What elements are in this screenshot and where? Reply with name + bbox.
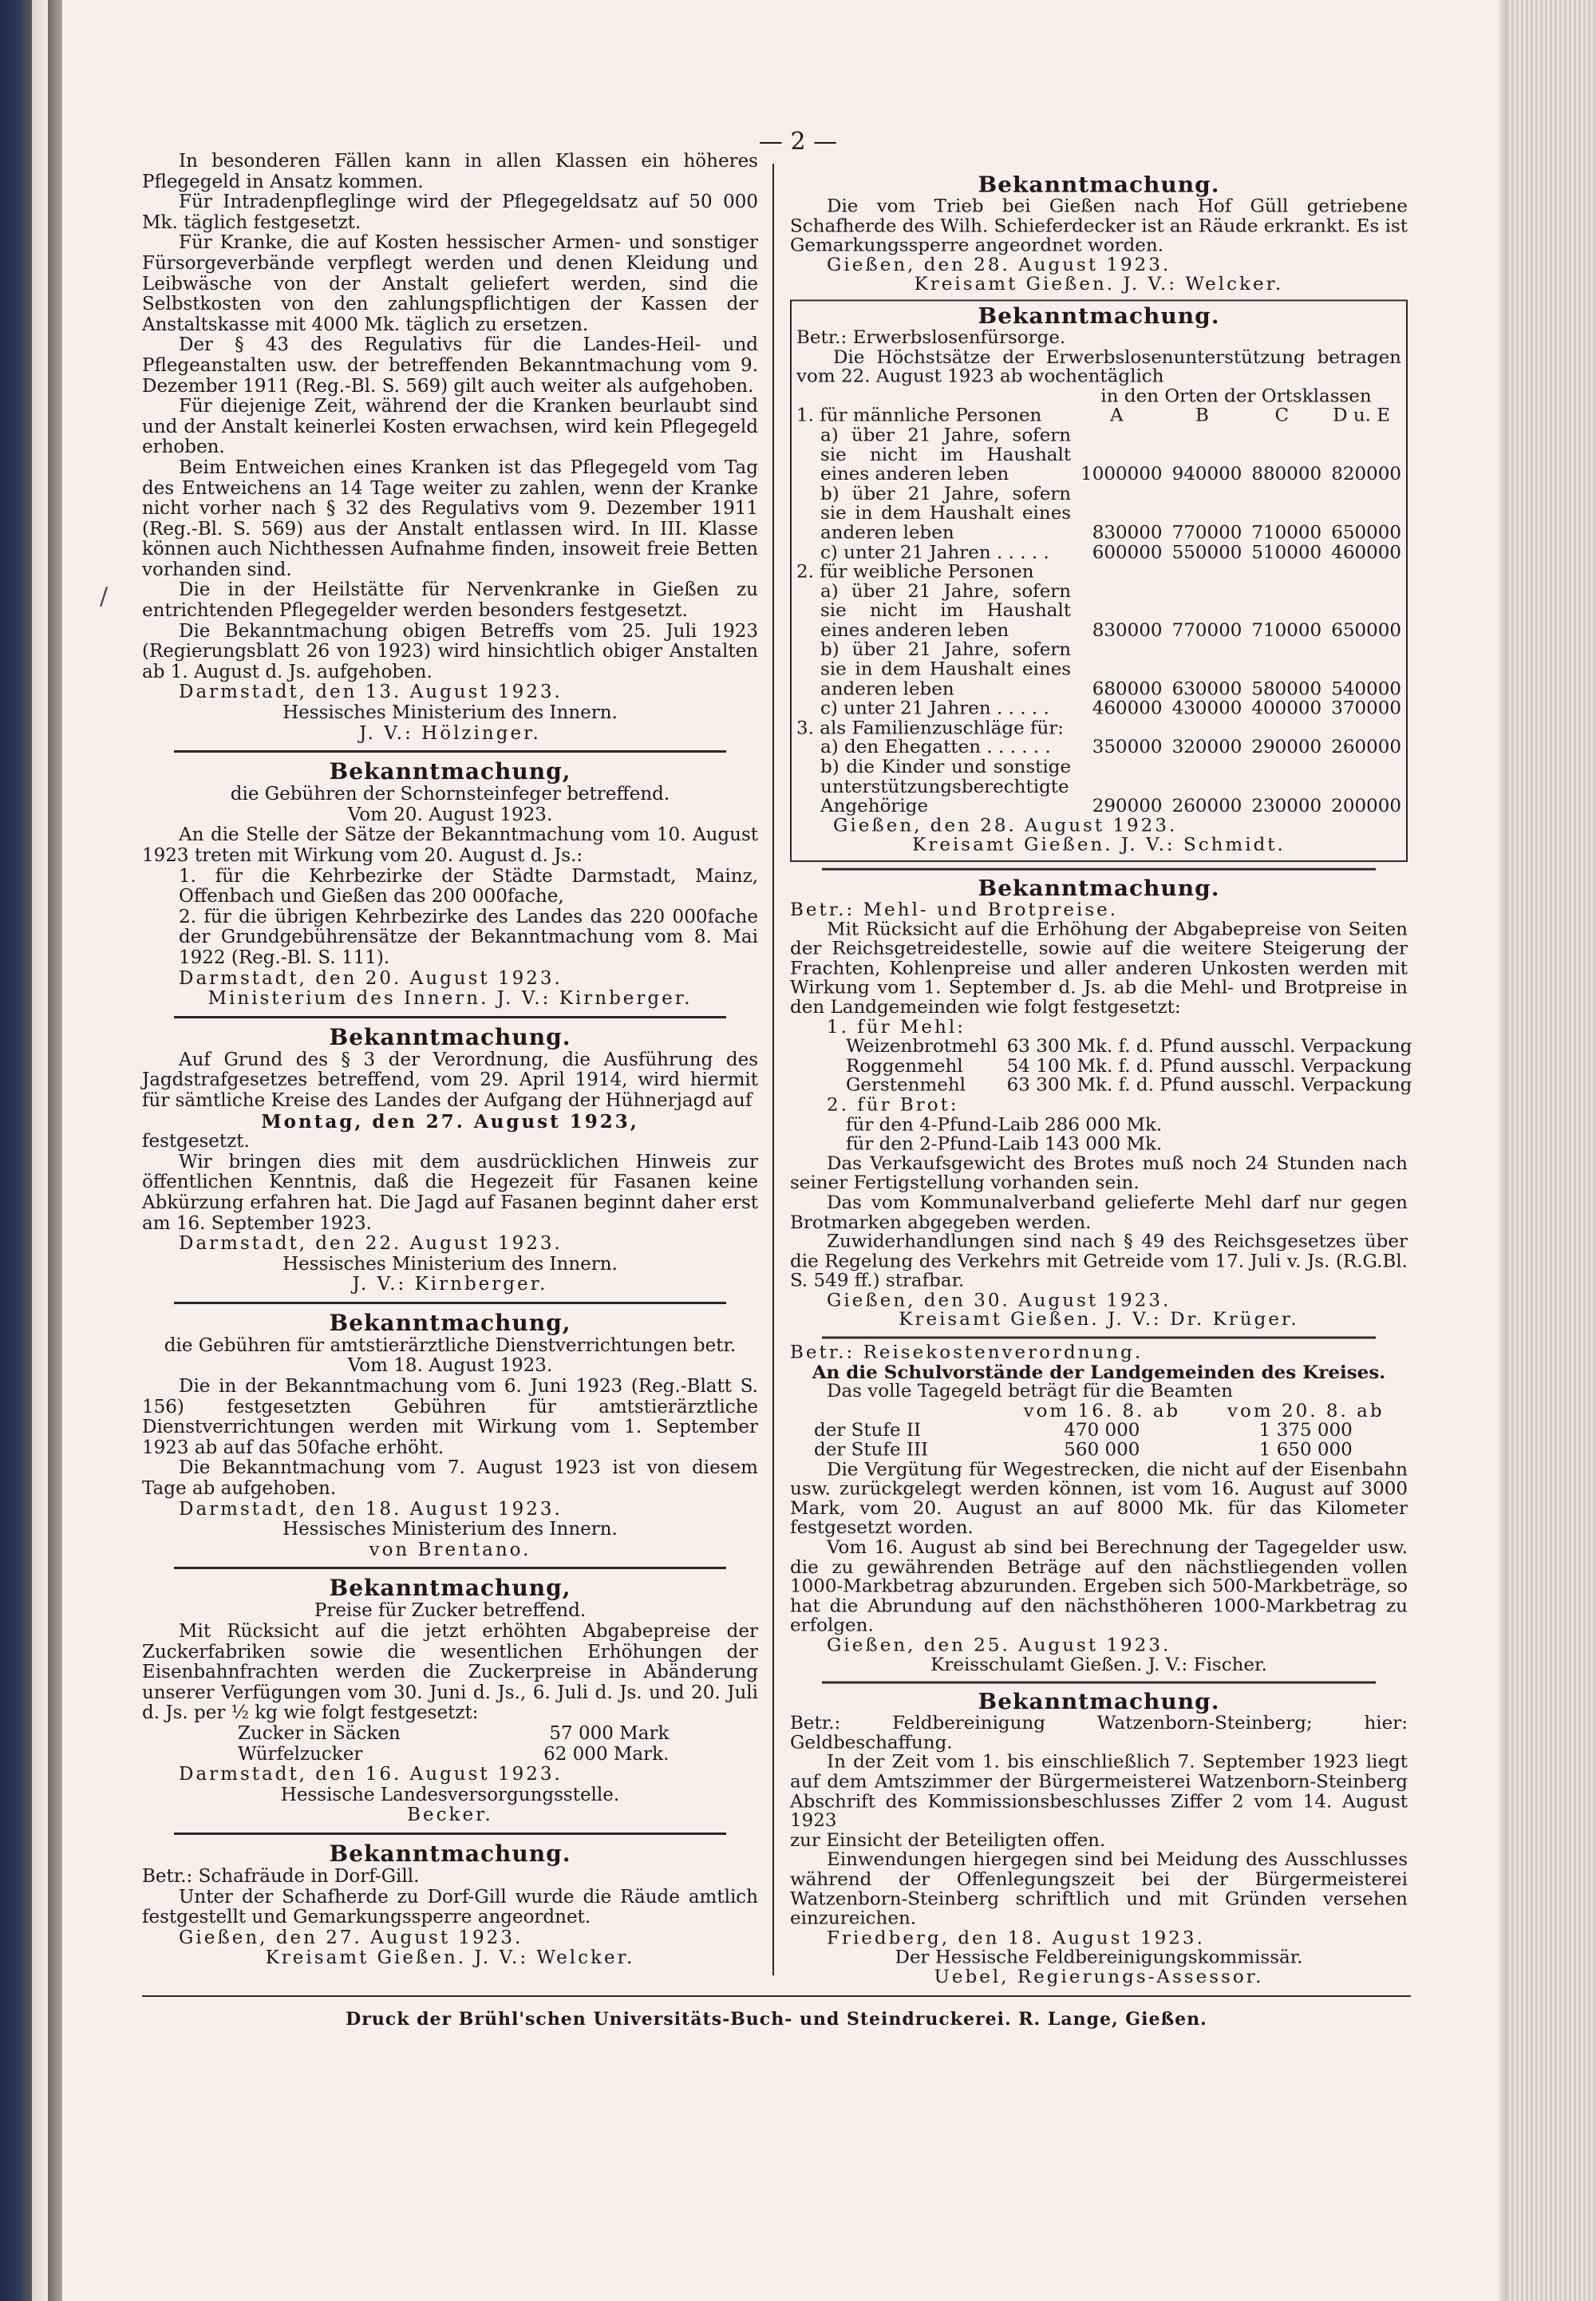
table-row (796, 641, 1401, 699)
section-rule (822, 1337, 1376, 1339)
notice-betr: Betr.: Schafräude in Dorf-Gill. (142, 1865, 420, 1887)
notice-subject: die Gebühren der Schornsteinfeger betreffend. (230, 784, 670, 805)
signature: Kreisamt Gießen. J. V.: Welcker. (265, 1947, 635, 1969)
cell-value: 290000 (1251, 737, 1322, 758)
sugar-price-table (238, 1724, 669, 1765)
unemployment-rates-table (796, 387, 1401, 816)
price-value: 63 300 Mk. f. d. Pfund ausschl. Verpackung (1006, 1075, 1412, 1096)
section-rule (174, 1302, 726, 1304)
cell-value: 320000 (1171, 737, 1242, 758)
table-row (796, 583, 1401, 641)
authority: Der Hessische Feldbereinigungskommissär. (895, 1947, 1303, 1968)
notice-heading: An die Schulvorstände der Landgemeinden des Kreises. (812, 1362, 1386, 1383)
table-header-row (790, 1402, 1408, 1421)
table-row (796, 484, 1401, 543)
row-label: a) über 21 Jahre, sofern sie nicht im Haushalt eines anderen leben (820, 425, 1072, 484)
right-column (790, 152, 1412, 1987)
notice-subject: die Gebühren für amtstierärztliche Dienstverrichtungen betr. (164, 1334, 737, 1356)
previous-page-sliver (32, 0, 48, 2301)
list-item: für den 2-Pfund-Laib 143 000 Mk. (846, 1134, 1163, 1155)
signature: Kreisamt Gießen. J. V.: Dr. Krüger. (899, 1310, 1299, 1330)
notice-betr: Betr.: Feldbereinigung Watzenborn-Steinberg; hier: Geldbeschaffung. (790, 1713, 1408, 1753)
notice-highlight: Montag, den 27. August 1923, (261, 1110, 639, 1133)
signature: Kreisamt Gießen. J. V.: Welcker. (914, 275, 1284, 295)
notice-body: Die in der Bekanntmachung vom 6. Juni 1923 (Reg.-Blatt S. 156) festgesetzten Gebühren für amtstierärztliche Dienstverrichtungen werden mit Wirkung vom 1. September 1923 ab auf das 50fache erhöht. (142, 1376, 758, 1458)
authority: Hessisches Ministerium des Innern. (282, 1519, 618, 1540)
cell-value: 460000 (1092, 698, 1163, 719)
cell-value: 200000 (1331, 796, 1401, 816)
authority: Hessisches Ministerium des Innern. (282, 702, 618, 724)
left-column (142, 152, 758, 1969)
price-item: Zucker in Säcken (238, 1722, 401, 1744)
notice-betr: Betr.: Mehl- und Brotpreise. (790, 899, 1119, 920)
section-rule (174, 1832, 726, 1835)
table-row (846, 1038, 1412, 1057)
cell-value: 400000 (1251, 698, 1322, 719)
table-header-row (796, 387, 1401, 406)
column-header: vom 16. 8. ab (1023, 1401, 1181, 1421)
signature: J. V.: Kirnberger. (352, 1274, 548, 1295)
cell-value: 460000 (1331, 542, 1401, 563)
place-date: Gießen, den 28. August 1923. (827, 255, 1171, 275)
unemployment-notice-box (790, 299, 1408, 862)
table-row (796, 758, 1401, 816)
authority: Hessisches Ministerium des Innern. (282, 1253, 618, 1275)
flour-price-table (846, 1038, 1412, 1096)
column-header: B (1195, 405, 1209, 426)
table-row (796, 739, 1401, 758)
place-date: Darmstadt, den 20. August 1923. (179, 967, 563, 989)
notice-heading: Bekanntmachung. (978, 876, 1220, 901)
column-group-header: in den Orten der Ortsklassen (1100, 386, 1372, 407)
cell-value: 650000 (1331, 620, 1401, 641)
price-value: 62 000 Mark. (543, 1743, 670, 1765)
table-header-row (796, 407, 1401, 426)
notice-body: Die Bekanntmachung vom 7. August 1923 ist von diesem Tage ab aufgehoben. (142, 1457, 758, 1500)
row-label: c) unter 21 Jahren . . . . . (820, 542, 1049, 563)
notice-body: Vom 16. August ab sind bei Berechnung der Tagegelder usw. die zu gewährenden Beträge auf den nächstliegenden vollen 1000-Markbetrag abzurunden. Ergeben sich 500-Markbeträge, so hat die Abrundung auf den nächsthöheren 1000-Markbetrag zu erfolgen. (790, 1537, 1408, 1636)
table-row (238, 1724, 669, 1745)
notice-heading: Bekanntmachung. (329, 1840, 571, 1867)
signature: Kreisamt Gießen. J. V.: Schmidt. (912, 835, 1286, 856)
price-item: Roggenmehl (846, 1056, 963, 1077)
daily-allowance-table (790, 1402, 1408, 1461)
notice-body: Das Verkaufsgewicht des Brotes muß noch 24 Stunden nach seiner Fertigstellung vorhanden sein. (790, 1153, 1408, 1194)
cell-value: 820000 (1331, 465, 1401, 484)
table-row (238, 1745, 669, 1765)
cell-value: 550000 (1171, 542, 1242, 563)
intro-paragraph: Die in der Heilstätte für Nervenkranke in Gießen zu entrichtenden Pflegegelder werden besonders festgesetzt. (142, 579, 758, 622)
cell-value: 600000 (1092, 542, 1163, 563)
notice-subject: Preise für Zucker betreffend. (314, 1600, 587, 1622)
list-item: 2. für die übrigen Kehrbezirke des Landes das 220 000fache der Grundgebührensätze der Bekanntmachung vom 8. Mai 1922 (Reg.-Bl. S. 111). (179, 906, 758, 968)
section-label: 3. als Familienzuschläge für: (796, 718, 1065, 738)
row-label: a) den Ehegatten . . . . . . (820, 737, 1051, 758)
intro-paragraph: Beim Entweichen eines Kranken ist das Pflegegeld vom Tag des Entweichens an 14 Tage weiter zu zahlen, wenn der Kranke nicht vorher nach § 32 des Regulativs vom 9. Dezember 1911 (Reg.-Bl. S. 569) aus der Anstalt entlassen wird. In III. Klasse können auch Nichthessen Aufnahme finden, insoweit freie Betten vorhanden sind. (142, 457, 758, 580)
notice-body: Mit Rücksicht auf die jetzt erhöhten Abgabepreise der Zuckerfabriken sowie die wesentlichen Erhöhungen der Eisenbahnfrachten werden die Zuckerpreise in Abänderung unserer Verfügungen vom 30. Juni d. Js., 6. Juli d. Js. und 20. Juli d. Js. per ½ kg wie folgt festgesetzt: (142, 1621, 758, 1724)
cell-value: 510000 (1251, 542, 1322, 563)
table-row (796, 563, 1401, 582)
place-date: Gießen, den 28. August 1923. (833, 816, 1178, 836)
signature: von Brentano. (369, 1539, 531, 1560)
list-item: 1. für die Kehrbezirke der Städte Darmstadt, Mainz, Offenbach und Gießen das 200 000fache, (179, 865, 758, 907)
footer-rule (142, 1995, 1411, 1997)
notice-heading: Bekanntmachung, (329, 758, 571, 785)
place-date: Gießen, den 30. August 1923. (827, 1291, 1171, 1311)
authority: Hessische Landesversorgungsstelle. (280, 1784, 620, 1805)
table-row (846, 1077, 1412, 1096)
sub-heading: 1. für Mehl: (827, 1017, 966, 1038)
notice-heading: Bekanntmachung. (329, 1023, 571, 1050)
column-divider (772, 164, 774, 1975)
cell-value: 1000000 (1080, 465, 1163, 484)
signature: Uebel, Regierungs-Assessor. (934, 1967, 1264, 1987)
table-row (796, 719, 1401, 738)
section-rule (174, 750, 726, 753)
signature: Kreisschulamt Gießen. J. V.: Fischer. (930, 1655, 1267, 1675)
notice-body: Auf Grund des § 3 der Verordnung, die Ausführung des Jagdstrafgesetzes betreffend, vom 29. April 1914, wird hiermit für sämtliche Kreise des Landes der Aufgang der Hühnerjagd auf (142, 1049, 758, 1111)
intro-paragraph: Der § 43 des Regulativs für die Landes-Heil- und Pflegeanstalten usw. der betreffenden Bekanntmachung vom 9. Dezember 1911 (Reg.-Bl. S. 569) gilt auch weiter als aufgehoben. (142, 334, 758, 397)
price-item: Würfelzucker (238, 1743, 363, 1765)
cell-value: 830000 (1092, 620, 1163, 641)
notice-body: festgesetzt. (142, 1131, 250, 1152)
table-row (846, 1057, 1412, 1076)
notice-body: Einwendungen hiergegen sind bei Meidung des Ausschlusses während der Offenlegungszeit bei der Bürgermeisterei Watzenborn-Steinberg schriftlich und mit Gründen versehen einzureichen. (790, 1850, 1408, 1929)
cell-value: 470 000 (1064, 1421, 1140, 1441)
margin-mark: / (100, 583, 109, 611)
notice-heading: Bekanntmachung, (329, 1309, 571, 1336)
intro-paragraph: Für Intradenpfleglinge wird der Pflegegeldsatz auf 50 000 Mk. täglich festgesetzt. (142, 192, 758, 233)
notice-betr: Betr.: Reisekostenverordnung. (790, 1342, 1144, 1363)
notice-heading: Bekanntmachung, (329, 1575, 571, 1602)
notice-body: zur Einsicht der Beteiligten offen. (790, 1830, 1106, 1851)
cell-value: 1 650 000 (1258, 1440, 1353, 1461)
cell-value: 630000 (1171, 679, 1242, 700)
price-item: Weizenbrotmehl (846, 1036, 998, 1057)
notice-date: Vom 18. August 1923. (347, 1355, 553, 1377)
notice-body: Die Vergütung für Wegestrecken, die nicht auf der Eisenbahn usw. zurückgelegt werden können, ist vom 16. August auf 3000 Mark, vom 20. August an auf 8000 Mk. für das Kilometer festgesetzt worden. (790, 1460, 1408, 1539)
printer-imprint: Druck der Brühl'schen Universitäts-Buch- und Steindruckerei. R. Lange, Gießen. (346, 2009, 1207, 2030)
table-row (796, 544, 1401, 563)
page-number: — 2 — (758, 128, 838, 156)
price-value: 57 000 Mark (549, 1722, 670, 1744)
row-label: b) über 21 Jahre, sofern sie in dem Haushalt eines anderen leben (820, 640, 1072, 700)
place-date: Darmstadt, den 16. August 1923. (179, 1764, 563, 1785)
cell-value: 1 375 000 (1258, 1421, 1353, 1441)
notice-body: Die vom Trieb bei Gießen nach Hof Güll getriebene Schafherde des Wilh. Schieferdecker ist an Räude erkrankt. Es ist Gemarkungssperre angeordnet worden. (790, 196, 1408, 256)
price-value: 63 300 Mk. f. d. Pfund ausschl. Verpackung (1006, 1036, 1412, 1057)
book-spine (48, 0, 62, 2301)
table-row (796, 700, 1401, 719)
place-date: Friedberg, den 18. August 1923. (827, 1927, 1205, 1948)
notice-body: Das volle Tagegeld beträgt für die Beamten (827, 1382, 1233, 1402)
place-date: Darmstadt, den 22. August 1923. (179, 1233, 563, 1255)
cell-value: 290000 (1092, 796, 1163, 816)
sub-heading: 2. für Brot: (827, 1095, 959, 1116)
cell-value: 370000 (1331, 698, 1401, 719)
signature: Becker. (407, 1805, 493, 1826)
row-label: b) über 21 Jahre, sofern sie in dem Haushalt eines anderen leben (820, 484, 1072, 544)
column-header: A (1110, 405, 1124, 426)
place-date: Darmstadt, den 18. August 1923. (179, 1498, 563, 1520)
book-cover-edge (0, 0, 32, 2301)
row-label: a) über 21 Jahre, sofern sie nicht im Haushalt eines anderen leben (820, 581, 1072, 641)
notice-heading: Bekanntmachung. (978, 303, 1220, 329)
cell-value: 650000 (1331, 523, 1401, 544)
notice-heading: Bekanntmachung. (978, 172, 1220, 198)
cell-value: 880000 (1251, 465, 1322, 484)
cell-value: 770000 (1171, 523, 1242, 544)
notice-body: In der Zeit vom 1. bis einschließlich 7. September 1923 liegt auf dem Amtszimmer der Bürgermeisterei Watzenborn-Steinberg Abschrift des Kommissionsbeschlusses Ziffer 2 vom 14. August 1923 (790, 1752, 1408, 1832)
row-label: c) unter 21 Jahren . . . . . (820, 698, 1049, 719)
notice-body: Mit Rücksicht auf die Erhöhung der Abgabepreise von Seiten der Reichsgetreidestelle, sowie auf die weitere Steigerung der Frachten, Kohlenpreise und aller anderen Unkosten werden mit Wirkung vom 1. September d. Js. ab die Mehl- und Brotpreise in den Landgemeinden wie folgt festgesetzt: (790, 919, 1408, 1018)
notice-date: Vom 20. August 1923. (347, 804, 553, 825)
page-stack-edge (1507, 0, 1596, 2301)
cell-value: 350000 (1092, 737, 1163, 758)
cell-value: 710000 (1251, 620, 1322, 641)
section-rule (174, 1016, 726, 1018)
section-label: 1. für männliche Personen (796, 405, 1042, 426)
row-label: der Stufe II (814, 1421, 922, 1441)
cell-value: 260000 (1171, 796, 1242, 816)
notice-body: Wir bringen dies mit dem ausdrücklichen Hinweis zur öffentlichen Kenntnis, daß die Hegezeit für Fasanen keine Abkürzung erfahren hat. Die Jagd auf Fasanen beginnt daher erst am 16. September 1923. (142, 1151, 758, 1234)
cell-value: 430000 (1171, 698, 1242, 719)
list-item: für den 4-Pfund-Laib 286 000 Mk. (846, 1114, 1163, 1135)
place-date: Gießen, den 27. August 1923. (179, 1927, 523, 1948)
row-label: der Stufe III (814, 1440, 929, 1461)
price-value: 54 100 Mk. f. d. Pfund ausschl. Verpackung (1006, 1056, 1412, 1077)
cell-value: 560 000 (1064, 1440, 1140, 1461)
cell-value: 540000 (1331, 679, 1401, 700)
intro-paragraph: Für diejenige Zeit, während der die Kranken beurlaubt sind und der Anstalt keinerlei Kosten erwachsen, wird kein Pflegegeld erhoben. (142, 396, 758, 458)
notice-body: Die Höchstsätze der Erwerbslosenunterstützung betragen vom 22. August 1923 ab wochentäglich (796, 347, 1401, 387)
cell-value: 710000 (1251, 523, 1322, 544)
cell-value: 940000 (1171, 465, 1242, 484)
cell-value: 580000 (1251, 679, 1322, 700)
cell-value: 230000 (1251, 796, 1322, 816)
column-header: D u. E (1333, 405, 1391, 426)
signature: J. V.: Hölzinger. (359, 722, 541, 744)
cell-value: 830000 (1092, 523, 1163, 544)
place-date: Gießen, den 25. August 1923. (827, 1635, 1171, 1656)
intro-paragraph: In besonderen Fällen kann in allen Klassen ein höheres Pflegegeld in Ansatz kommen. (142, 151, 758, 192)
notice-body: An die Stelle der Sätze der Bekanntmachung vom 10. August 1923 treten mit Wirkung vom 20. August d. Js.: (142, 824, 758, 866)
place-date: Darmstadt, den 13. August 1923. (179, 682, 563, 703)
notice-body: Zuwiderhandlungen sind nach § 49 des Reichsgesetzes über die Regelung des Verkehrs mit Getreide vom 17. Juli v. Js. (R.G.Bl. S. 549 ff.) strafbar. (790, 1232, 1408, 1291)
notice-betr: Betr.: Erwerbslosenfürsorge. (796, 327, 1066, 348)
cell-value: 680000 (1092, 679, 1163, 700)
row-label: b) die Kinder und sonstige unterstützungsberechtigte Angehörige (820, 757, 1072, 816)
notice-body: Das vom Kommunalverband gelieferte Mehl darf nur gegen Brotmarken abgegeben werden. (790, 1192, 1408, 1233)
price-item: Gerstenmehl (846, 1075, 966, 1096)
section-label: 2. für weibliche Personen (796, 562, 1034, 583)
table-row (796, 426, 1401, 484)
table-row (790, 1441, 1408, 1461)
intro-paragraph: Die Bekanntmachung obigen Betreffs vom 25. Juli 1923 (Regierungsblatt 26 von 1923) wird hinsichtlich obiger Anstalten ab 1. August d. Js. aufgehoben. (142, 620, 758, 682)
table-row (790, 1421, 1408, 1441)
notice-body: Unter der Schafherde zu Dorf-Gill wurde die Räude amtlich festgestellt und Gemarkungssperre angeordnet. (142, 1886, 758, 1928)
signature: Ministerium des Innern. J. V.: Kirnberger. (207, 988, 693, 1010)
column-header: vom 20. 8. ab (1227, 1401, 1385, 1421)
section-rule (822, 1682, 1376, 1684)
section-rule (174, 1567, 726, 1569)
cell-value: 770000 (1171, 620, 1242, 641)
section-rule (822, 868, 1376, 871)
cell-value: 260000 (1331, 737, 1401, 758)
column-header: C (1274, 405, 1290, 426)
intro-paragraph: Für Kranke, die auf Kosten hessischer Armen- und sonstiger Fürsorgeverbände verpflegt werden und denen Kleidung und Leibwäsche von der Anstalt geliefert werden, sind die Selbstkosten von den zahlungspflichtigen der Kassen der Anstaltskasse mit 4000 Mk. täglich zu ersetzen. (142, 232, 758, 335)
notice-heading: Bekanntmachung. (978, 1689, 1220, 1714)
